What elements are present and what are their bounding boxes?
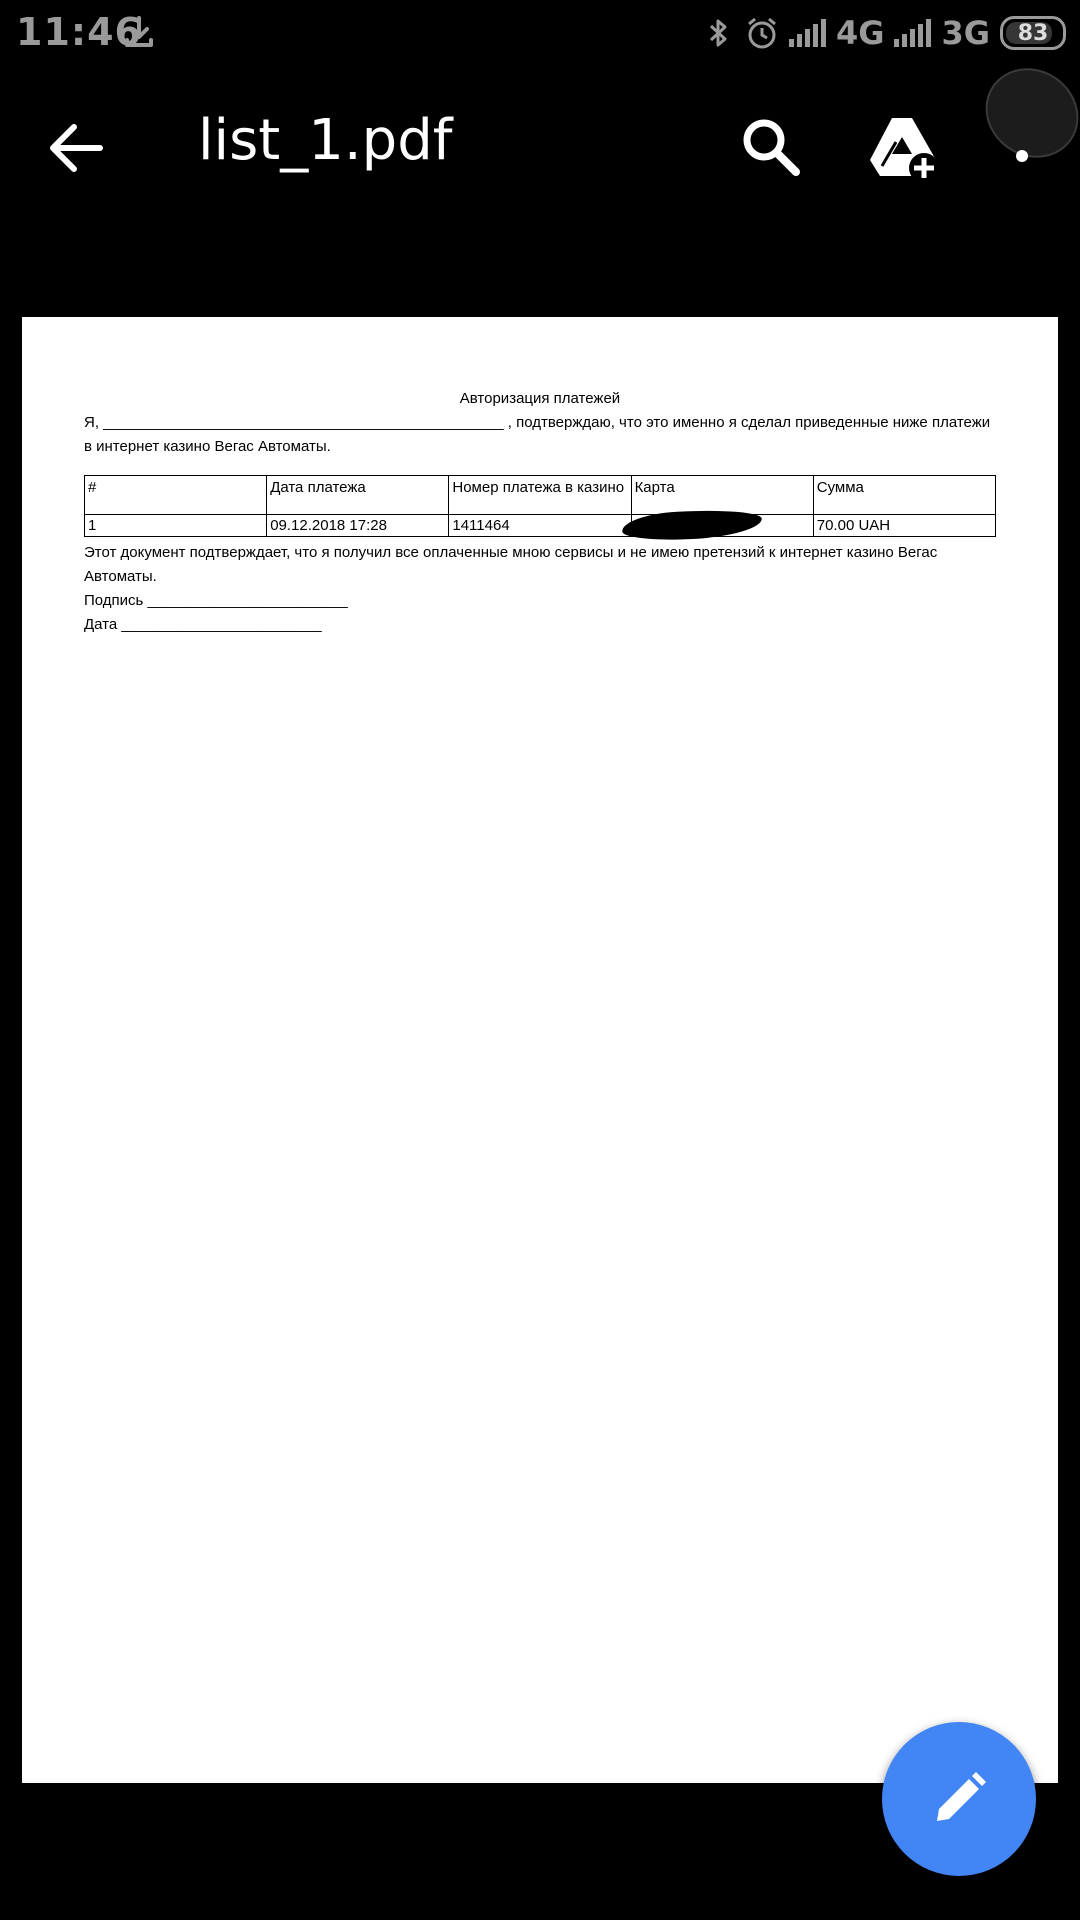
table-header: Карта bbox=[631, 476, 813, 515]
table-header: # bbox=[85, 476, 267, 515]
table-header: Номер платежа в казино bbox=[449, 476, 631, 515]
more-options-button[interactable] bbox=[980, 70, 1080, 180]
table-row bbox=[85, 515, 996, 537]
doc-confirmation: Этот документ подтверждает, что я получил все оплаченные мною сервисы и не имею претензий к интернет казино Вегас Автоматы. bbox=[84, 544, 938, 585]
back-arrow-icon[interactable] bbox=[40, 112, 112, 184]
app-bar bbox=[0, 66, 1080, 222]
card-cell-redacted bbox=[631, 515, 813, 537]
signal-icon-2 bbox=[894, 19, 931, 47]
drive-add-icon[interactable] bbox=[866, 110, 940, 184]
network-type-1: 4G bbox=[835, 14, 885, 52]
doc-heading: Авторизация платежей bbox=[459, 390, 621, 407]
signature-line: Подпись ________________________ bbox=[84, 592, 348, 609]
table-cell: 09.12.2018 17:28 bbox=[267, 515, 449, 537]
status-bar bbox=[0, 0, 1080, 66]
doc-intro-line-1: Я, ________________________________________________ , подтверждаю, что это именно я сделал приведенные ниже платежи bbox=[84, 414, 991, 431]
table-cell: 1 bbox=[85, 515, 267, 537]
table-header: Дата платежа bbox=[267, 476, 449, 515]
doc-intro-line-2: в интернет казино Вегас Автоматы. bbox=[84, 438, 331, 455]
table-header-row bbox=[85, 476, 996, 515]
alarm-icon bbox=[745, 16, 779, 50]
edit-fab-button[interactable] bbox=[882, 1722, 1036, 1876]
battery-icon bbox=[1000, 16, 1066, 50]
payments-table bbox=[84, 475, 996, 537]
signal-icon bbox=[789, 19, 826, 47]
network-type-2: 3G bbox=[941, 14, 990, 52]
bluetooth-icon bbox=[701, 16, 735, 50]
download-icon bbox=[124, 16, 154, 48]
table-cell: 1411464 bbox=[449, 515, 631, 537]
table-header: Сумма bbox=[813, 476, 995, 515]
more-vert-icon bbox=[1016, 150, 1028, 162]
edit-pencil-icon bbox=[929, 1769, 989, 1829]
search-icon[interactable] bbox=[736, 112, 806, 182]
table-cell: 70.00 UAH bbox=[813, 515, 995, 537]
document-content bbox=[84, 387, 996, 637]
date-line: Дата ________________________ bbox=[84, 616, 322, 633]
battery-level: 83 bbox=[1017, 20, 1049, 46]
pdf-page bbox=[22, 317, 1058, 1783]
document-title: list_1.pdf bbox=[198, 108, 453, 173]
status-time: 11:46 bbox=[16, 10, 142, 54]
